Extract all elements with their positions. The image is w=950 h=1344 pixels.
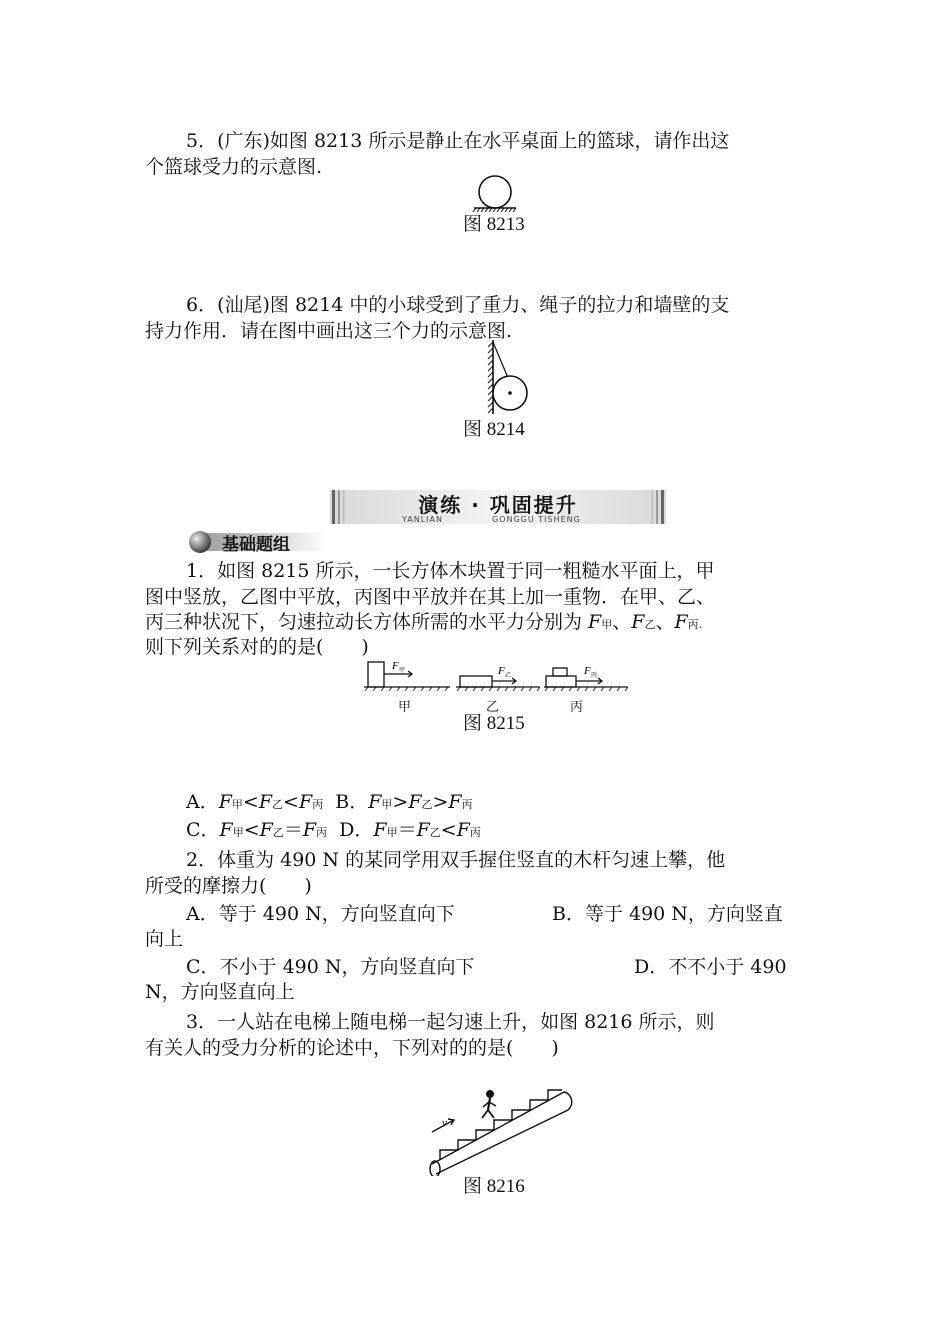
option-d-prefix: D．	[339, 819, 374, 841]
p3-line1: 3．一人站在电梯上随电梯一起匀速上升，如图 8216 所示，则	[186, 1011, 715, 1033]
f-yi-symbol: F	[631, 611, 645, 633]
p1-line4: 则下列关系对的的是( )	[145, 636, 369, 658]
block-flat-weighted	[546, 676, 576, 687]
figure-8215-label-bing: 丙	[570, 699, 584, 714]
p2-option-d-cont: N，方向竖直向上	[145, 981, 295, 1003]
figure-8213-basketball	[470, 174, 520, 212]
p2-option-b-cont: 向上	[145, 928, 184, 950]
p2-option-c: C．不小于 490 N，方向竖直向下	[186, 956, 475, 978]
force-sublabel-yi: 乙	[505, 672, 512, 679]
figure-8213-caption: 图 8213	[463, 214, 525, 235]
group-heading-label: 基础题组	[222, 535, 290, 555]
force-label-yi: F	[498, 665, 505, 677]
block-upright	[368, 662, 384, 687]
escalator-steps	[440, 1090, 562, 1160]
figure-8214-ball-on-wall	[484, 338, 534, 416]
basketball-circle	[479, 176, 511, 208]
p1-line1: 1．如图 8215 所示，一长方体木块置于同一粗糙水平面上，甲	[186, 560, 715, 582]
figure-8215-blocks	[364, 654, 632, 694]
p2-option-d: D．不不小于 490	[634, 956, 787, 978]
p2-option-a: A．等于 490 N，方向竖直向下	[186, 903, 455, 925]
figure-8215-label-yi: 乙	[486, 699, 500, 714]
group-heading	[188, 530, 328, 554]
figure-8216-caption: 图 8216	[463, 1176, 525, 1197]
f-bing-sub: 丙	[687, 618, 699, 631]
ball-center-dot	[508, 391, 512, 395]
figure-8216-escalator	[418, 1076, 578, 1176]
weight-on-block	[553, 668, 567, 676]
option-c-prefix: C．	[186, 819, 220, 841]
force-sublabel-jia: 甲	[399, 667, 406, 674]
q6-line2: 持力作用．请在图中画出这三个力的示意图.	[145, 320, 513, 342]
p1-line3: 丙三种状况下，匀速拉动长方体所需的水平力分别为 F甲、F乙、F丙.	[145, 611, 703, 633]
p2-option-b: B．等于 490 N，方向竖直	[552, 903, 783, 925]
figure-8214-caption: 图 8214	[463, 419, 525, 440]
rope	[493, 342, 508, 378]
block-flat	[460, 676, 492, 687]
banner-pinyin-right: GONGGU TISHENG	[492, 515, 581, 524]
p2-line2: 所受的摩擦力( )	[145, 875, 312, 897]
banner-pinyin-left: YANLIAN	[402, 515, 443, 524]
option-a-prefix: A．	[186, 791, 219, 813]
f-yi-sub: 乙	[644, 618, 656, 631]
p1-line2: 图中竖放，乙图中平放，丙图中平放并在其上加一重物．在甲、乙、	[145, 586, 716, 608]
escalator-bottom-end	[430, 1161, 440, 1176]
p1-options-row2: C．F甲<F乙＝F丙 D．F甲＝F乙<F丙	[186, 819, 481, 841]
f-jia-symbol: F	[588, 611, 602, 633]
person-icon	[482, 1091, 496, 1119]
f-jia-sub: 甲	[601, 618, 613, 631]
q5-line2: 个篮球受力的示意图.	[145, 156, 323, 178]
velocity-label: v	[442, 1117, 447, 1129]
section-banner	[330, 488, 666, 526]
q6-line1: 6．(汕尾)图 8214 中的小球受到了重力、绳子的拉力和墙壁的支	[186, 294, 730, 316]
p1-line3-text: 丙三种状况下，匀速拉动长方体所需的水平力分别为	[145, 611, 589, 633]
p2-line1: 2．体重为 490 N 的某同学用双手握住竖直的木杆匀速上攀，他	[186, 849, 726, 871]
f-bing-symbol: F	[674, 611, 688, 633]
banner-title: 演练 · 巩固提升	[418, 493, 578, 517]
figure-8215-label-jia: 甲	[398, 699, 412, 714]
escalator-body	[432, 1092, 572, 1174]
force-label-jia: F	[392, 660, 399, 672]
p1-options-row1: A．F甲<F乙<F丙 B．F甲>F乙>F丙	[186, 791, 473, 813]
p3-line2: 有关人的受力分析的论述中，下列对的的是( )	[145, 1037, 559, 1059]
option-b-prefix: B．	[335, 791, 369, 813]
force-label-bing: F	[584, 665, 591, 677]
force-sublabel-bing: 丙	[591, 672, 598, 679]
figure-8215-caption: 图 8215	[463, 713, 525, 734]
q5-line1: 5．(广东)如图 8213 所示是静止在水平桌面上的篮球，请作出这	[186, 130, 730, 152]
